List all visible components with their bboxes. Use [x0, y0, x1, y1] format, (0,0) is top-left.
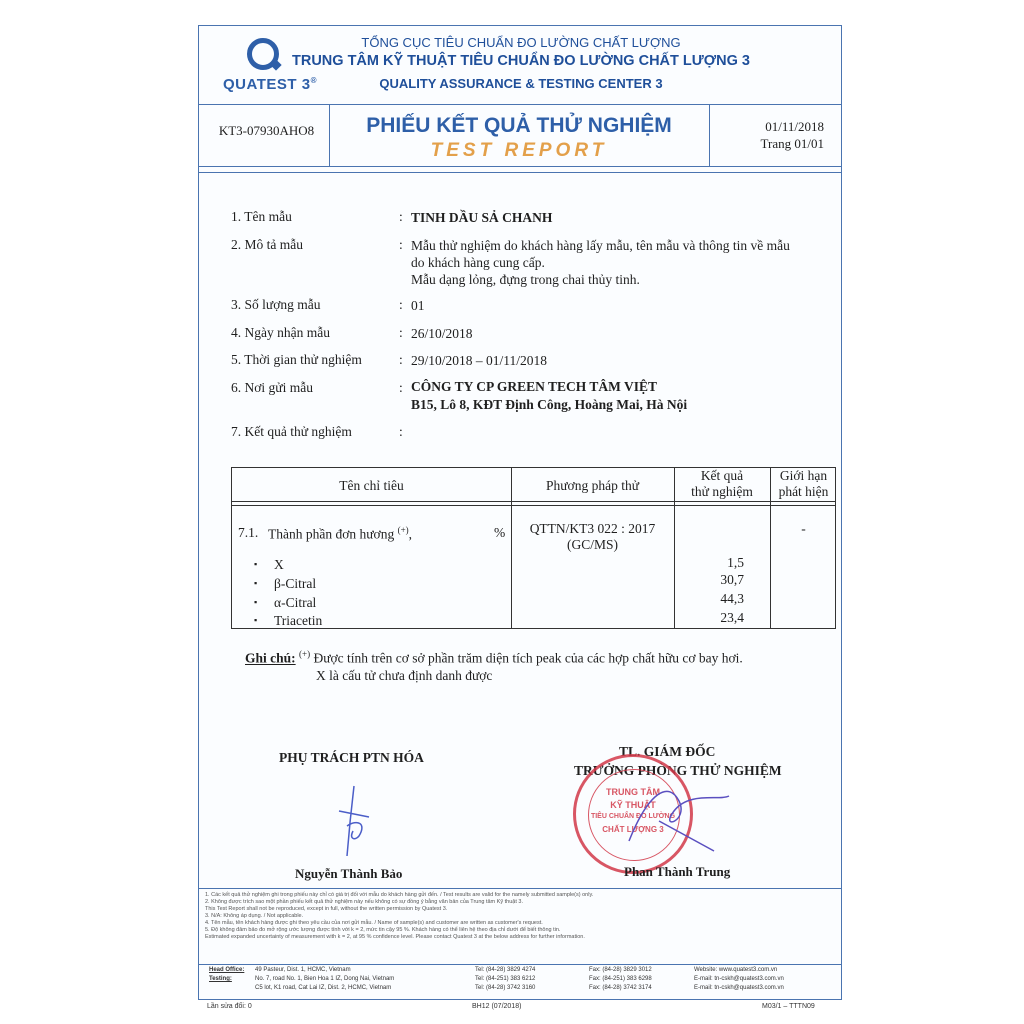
address-divider — [199, 964, 841, 965]
stamp-text: TRUNG TÂM — [606, 787, 660, 797]
head-office-address: 49 Pasteur, Dist. 1, HCMC, Vietnam — [255, 967, 351, 973]
center-name-vi: TRUNG TÂM KỸ THUẬT TIÊU CHUẨN ĐO LƯỜNG CHẤT LƯỢNG 3 — [292, 53, 750, 69]
fine-print-line: Estimated expanded uncertainty of measurement with k = 2, at 95 % confidence level. Please contact Quatest 3 at the below address for further information. — [205, 934, 585, 940]
header-indicator: Tên chỉ tiêu — [339, 478, 404, 493]
fax-1: Fax: (84-28) 3829 3012 — [589, 967, 652, 973]
method-code: QTTN/KT3 022 : 2017 — [529, 521, 656, 536]
tel-3: Tel: (84-28) 3742 3160 — [475, 985, 536, 991]
header-method: Phương pháp thử — [545, 478, 640, 493]
fine-print-line: 5. Độ không đảm bảo đo mở rộng ước lượng được tính với k = 2, mức tin cậy 95 %. Khách hàng có thể liên hệ theo địa chỉ dưới để biết thông tin. — [205, 927, 561, 933]
right-signer-name: Phan Thành Trung — [624, 864, 731, 879]
info-test-period: 29/10/2018 – 01/11/2018 — [411, 353, 548, 368]
description-line: do khách hàng cung cấp. — [411, 255, 545, 270]
notes-line-2: X là cấu tử chưa định danh được — [316, 668, 493, 683]
email-2[interactable]: E-mail: tn-cskh@quatest3.com.vn — [694, 985, 784, 991]
method-technique: (GC/MS) — [566, 537, 618, 552]
fine-print-line: 2. Không được trích sao một phần phiếu kết quả thử nghiệm này nếu không có sự đồng ý bằng văn bản của Trung tâm Kỹ thuật 3. — [205, 899, 523, 905]
email-1[interactable]: E-mail: tn-cskh@quatest3.com.vn — [694, 976, 784, 982]
left-signature-icon — [319, 781, 389, 861]
info-quantity: 01 — [411, 298, 425, 313]
right-signer-title-2: TRƯỞNG PHÒNG THỬ NGHIỆM — [574, 763, 782, 778]
notes-sup: (+) — [299, 649, 311, 659]
bullet-icon: ▪ — [254, 578, 258, 588]
tel-1: Tel: (84-28) 3829 4274 — [475, 967, 536, 973]
header-divider — [199, 104, 841, 105]
header-limit: Giới hạn — [779, 468, 828, 483]
info-sep: : — [399, 237, 403, 252]
section-unit: % — [494, 525, 506, 540]
bullet-icon: ▪ — [254, 559, 258, 569]
header-result: Kết quả — [700, 468, 744, 483]
section-number: 7.1. — [238, 525, 259, 540]
fine-print-line: 4. Tên mẫu, tên khách hàng được ghi theo yêu cầu của nơi gửi mẫu. / Name of sample(s) and customer are written as customer's request. — [205, 920, 543, 926]
header-vline-right — [709, 104, 710, 166]
table-header-divider-2 — [232, 505, 835, 506]
report-code: KT3-07930AHO8 — [218, 123, 315, 138]
table-header-divider — [232, 501, 835, 502]
fax-3: Fax: (84-28) 3742 3174 — [589, 985, 652, 991]
compound-name: β-Citral — [274, 576, 317, 591]
left-signer-title: PHỤ TRÁCH PTN HÓA — [279, 750, 424, 765]
right-signer-title-1: TL. GIÁM ĐỐC — [619, 744, 716, 759]
description-line: Mẫu thử nghiệm do khách hàng lấy mẫu, tên mẫu và thông tin về mẫu — [411, 238, 790, 253]
stamp-text: TIÊU CHUẨN ĐO LƯỜNG — [590, 813, 676, 820]
report-title-en: TEST REPORT — [430, 140, 608, 161]
sender-company: CÔNG TY CP GREEN TECH TÂM VIỆT — [411, 379, 658, 394]
tel-2: Tel: (84-251) 383 6212 — [475, 976, 536, 982]
logo-text: QUATEST 3® — [223, 76, 317, 93]
fine-print-line: This Test Report shall not be reproduced, except in full, without the written permission by Quatest 3. — [205, 906, 448, 912]
fax-2: Fax: (84-251) 383 6298 — [589, 976, 652, 982]
left-signer-name: Nguyễn Thành Bảo — [295, 866, 403, 881]
compound-name: Triacetin — [274, 613, 323, 628]
title-divider — [199, 166, 841, 167]
form-code: BH12 (07/2018) — [472, 1003, 522, 1010]
stamp-text: CHẤT LƯỢNG 3 — [602, 825, 664, 834]
info-sender — [411, 378, 821, 414]
bullet-icon: ▪ — [254, 615, 258, 625]
fine-print-line: 1. Các kết quả thử nghiệm ghi trong phiếu này chỉ có giá trị đối với mẫu do khách hàng gửi đến. / Test results are valid for the namely submitted sample(s) only. — [205, 892, 594, 898]
compound-value: 23,4 — [720, 610, 744, 625]
section-comma: , — [408, 526, 413, 542]
compound-value: 30,7 — [720, 572, 744, 587]
description-line: Mẫu dạng lỏng, đựng trong chai thủy tinh. — [411, 272, 640, 287]
compound-name: α-Citral — [274, 595, 317, 610]
info-sep: : — [399, 352, 403, 367]
notes-line-1 — [245, 649, 743, 667]
info-sep: : — [399, 209, 403, 224]
head-office-label: Head Office: — [209, 967, 245, 973]
stamp-text: KỸ THUẬT — [610, 800, 656, 810]
footer-divider — [199, 888, 841, 889]
header-result-2: thử nghiệm — [691, 484, 753, 499]
report-title-vi: PHIẾU KẾT QUẢ THỬ NGHIỆM — [366, 114, 672, 137]
info-sample-name: TINH DẦU SẢ CHANH — [411, 210, 553, 225]
header-limit-2: phát hiện — [778, 484, 829, 499]
info-label-test-period: 5. Thời gian thử nghiệm — [231, 352, 362, 367]
section-sup: (+) — [397, 525, 409, 535]
revision-number: Lần sửa đổi: 0 — [207, 1003, 252, 1010]
agency-name: TỔNG CỤC TIÊU CHUẨN ĐO LƯỜNG CHẤT LƯỢNG — [361, 35, 681, 50]
compound-name: X — [274, 557, 284, 572]
results-table — [231, 467, 836, 629]
detection-limit: - — [801, 521, 806, 536]
fine-print — [205, 892, 835, 941]
document-code: M03/1 – TTTN09 — [762, 1003, 815, 1010]
test-report-page — [198, 25, 842, 1000]
info-received-date: 26/10/2018 — [411, 326, 473, 341]
sender-address: B15, Lô 8, KĐT Định Công, Hoàng Mai, Hà Nội — [411, 397, 688, 412]
info-label-sender: 6. Nơi gửi mẫu — [231, 380, 313, 395]
info-label-sample-name: 1. Tên mẫu — [231, 209, 292, 224]
compound-value: 1,5 — [727, 555, 744, 570]
testing-address-1: No. 7, road No. 1, Bien Hoa 1 IZ, Dong Nai, Vietnam — [255, 976, 395, 982]
report-page-number: Trang 01/01 — [760, 136, 824, 151]
report-date: 01/11/2018 — [765, 119, 824, 134]
testing-address-2: C5 lot, K1 road, Cat Lai IZ, Dist. 2, HCMC, Vietnam — [255, 985, 392, 991]
right-signature-icon — [619, 771, 739, 861]
compound-value: 44,3 — [720, 591, 744, 606]
bullet-icon: ▪ — [254, 597, 258, 607]
center-name-en: QUALITY ASSURANCE & TESTING CENTER 3 — [379, 76, 663, 91]
info-sep: : — [399, 325, 403, 340]
info-sep: : — [399, 297, 403, 312]
info-label-received-date: 4. Ngày nhận mẫu — [231, 325, 330, 340]
info-sep: : — [399, 380, 403, 395]
testing-label: Testing: — [209, 976, 232, 982]
info-description — [411, 237, 821, 288]
info-label-quantity: 3. Số lượng mẫu — [231, 297, 321, 312]
website[interactable]: Website: www.quatest3.com.vn — [694, 967, 778, 973]
title-divider-2 — [199, 172, 841, 173]
notes-text-1: Được tính trên cơ sở phần trăm diện tích peak của các hợp chất hữu cơ bay hơi. — [313, 650, 743, 666]
section-name — [268, 525, 412, 543]
fine-print-line: 3. N/A: Không áp dụng. / Not applicable. — [205, 913, 304, 919]
info-sep: : — [399, 424, 403, 439]
info-label-description: 2. Mô tả mẫu — [231, 237, 303, 252]
info-label-results: 7. Kết quả thử nghiệm — [231, 424, 352, 439]
section-name-text: Thành phần đơn hương — [268, 526, 395, 542]
notes-label: Ghi chú: — [245, 650, 296, 666]
